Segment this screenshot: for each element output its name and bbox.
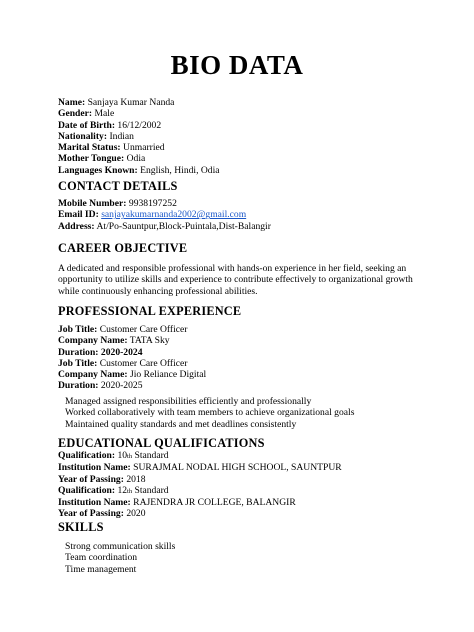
- contact-details: [58, 198, 438, 232]
- list-item: Maintained quality standards and met deadlines consistently: [65, 418, 297, 430]
- detail-row-gender: Gender: Male: [58, 108, 115, 120]
- list-item: Worked collaboratively with team members to achieve organizational goals: [65, 407, 355, 419]
- contact-mobile: Mobile Number: 9938197252: [58, 198, 177, 209]
- detail-row-nationality: Nationality: Indian: [58, 130, 134, 142]
- experience-row: Job Title: Customer Care Officer: [58, 357, 188, 369]
- career-objective-text: A dedicated and responsible professional with hands-on experience in her field, seeking an opportunity to utilize skills and experience to contribute effectively to organizational growth while continuously enhancing professional abilities.: [58, 263, 413, 297]
- section-heading-objective: CAREER OBJECTIVE: [58, 241, 188, 255]
- list-item: Time management: [65, 563, 137, 575]
- detail-row-languages: Languages Known: English, Hindi, Odia: [58, 164, 220, 176]
- experience-row: Duration: 2020-2025: [58, 380, 143, 392]
- detail-row-name: Name: Sanjaya Kumar Nanda: [58, 97, 175, 108]
- detail-row-dob: Date of Birth: 16/12/2002: [58, 119, 162, 131]
- page-title: BIO DATA: [170, 50, 304, 80]
- list-item: Team coordination: [65, 552, 138, 564]
- list-item: Strong communication skills: [65, 541, 176, 552]
- contact-email: Email ID: sanjayakumarnanda2002@gmail.com: [58, 209, 247, 221]
- section-heading-skills: SKILLS: [58, 520, 104, 534]
- contact-address: Address: At/Po-Sauntpur,Block-Puintala,Dist-Balangir: [58, 220, 271, 232]
- education-details: [58, 450, 438, 520]
- skills-list: [65, 541, 175, 575]
- education-row: Institution Name: SURAJMAL NODAL HIGH SCHOOL, SAUNTPUR: [58, 462, 342, 474]
- section-heading-education: EDUCATIONAL QUALIFICATIONS: [58, 436, 265, 450]
- education-row: Qualification: 12th Standard: [58, 484, 169, 496]
- list-item: Managed assigned responsibilities efficiently and professionally: [65, 396, 312, 407]
- personal-details: [58, 97, 438, 176]
- education-row: Qualification: 10th Standard: [58, 450, 169, 461]
- section-heading-experience: PROFESSIONAL EXPERIENCE: [58, 304, 242, 318]
- detail-row-mother-tongue: Mother Tongue: Odia: [58, 153, 146, 165]
- experience-row: Duration: 2020-2024: [58, 346, 143, 358]
- experience-row: Company Name: TATA Sky: [58, 335, 170, 347]
- experience-row: Company Name: Jio Reliance Digital: [58, 369, 207, 381]
- education-row: Year of Passing: 2020: [58, 508, 146, 520]
- section-heading-contact: CONTACT DETAILS: [58, 179, 178, 193]
- experience-row: Job Title: Customer Care Officer: [58, 324, 188, 335]
- duties-list: [65, 396, 354, 430]
- experience-details: [58, 324, 438, 392]
- education-row: Institution Name: RAJENDRA JR COLLEGE, BALANGIR: [58, 497, 296, 509]
- education-row: Year of Passing: 2018: [58, 473, 146, 485]
- email-link[interactable]: sanjayakumarnanda2002@gmail.com: [101, 209, 247, 221]
- detail-row-marital-status: Marital Status: Unmarried: [58, 142, 165, 154]
